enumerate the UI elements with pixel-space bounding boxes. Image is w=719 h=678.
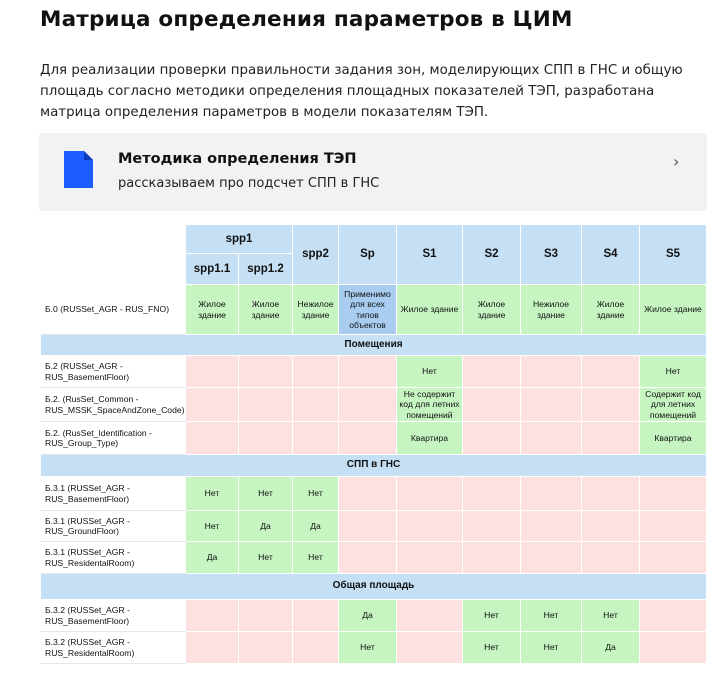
header-s5: S5 xyxy=(640,225,707,285)
cell: Нет xyxy=(186,511,239,542)
empty-cell xyxy=(640,542,707,574)
row-label: Б.3.1 (RUSSet_AGR - RUS_ResidentalRoom) xyxy=(41,542,186,574)
cell: Нет xyxy=(239,477,293,511)
cell: Содержит код для летних помещений xyxy=(640,388,707,422)
empty-cell xyxy=(582,388,640,422)
cell: Нет xyxy=(293,477,339,511)
cell: Нежилое здание xyxy=(293,285,339,335)
cell: Нет xyxy=(293,542,339,574)
empty-cell xyxy=(582,477,640,511)
card-title: Методика определения ТЭП xyxy=(118,151,357,167)
empty-cell xyxy=(463,542,521,574)
cell: Нет xyxy=(397,356,463,388)
row-label: Б.3.1 (RUSSet_AGR - RUS_GroundFloor) xyxy=(41,511,186,542)
cell: Жилое здание xyxy=(640,285,707,335)
empty-cell xyxy=(640,632,707,664)
methodology-link-card[interactable] xyxy=(39,133,707,211)
empty-cell xyxy=(293,600,339,632)
cell: Не содержит код для летних помещений xyxy=(397,388,463,422)
cell: Нет xyxy=(521,600,582,632)
empty-cell xyxy=(339,422,397,455)
empty-cell xyxy=(521,542,582,574)
empty-cell xyxy=(397,632,463,664)
empty-cell xyxy=(640,477,707,511)
empty-cell xyxy=(463,422,521,455)
empty-cell xyxy=(521,477,582,511)
empty-cell xyxy=(463,511,521,542)
cell: Нет xyxy=(521,632,582,664)
header-spp1-1: spp1.1 xyxy=(186,254,239,285)
cell: Жилое здание xyxy=(186,285,239,335)
empty-cell xyxy=(186,388,239,422)
header-spp1-2: spp1.2 xyxy=(239,254,293,285)
empty-cell xyxy=(293,422,339,455)
row-label: Б.0 (RUSSet_AGR - RUS_FNO) xyxy=(41,285,186,335)
empty-cell xyxy=(397,477,463,511)
empty-cell xyxy=(186,600,239,632)
header-s2: S2 xyxy=(463,225,521,285)
cell: Квартира xyxy=(640,422,707,455)
cell: Нет xyxy=(186,477,239,511)
empty-cell xyxy=(521,422,582,455)
parameter-matrix xyxy=(40,224,707,664)
header-spp2: spp2 xyxy=(293,225,339,285)
corner-cell xyxy=(41,225,186,285)
empty-cell xyxy=(463,388,521,422)
chevron-right-icon[interactable]: › xyxy=(673,152,680,171)
header-s3: S3 xyxy=(521,225,582,285)
header-s4: S4 xyxy=(582,225,640,285)
cell: Нет xyxy=(239,542,293,574)
empty-cell xyxy=(521,511,582,542)
cell: Жилое здание xyxy=(397,285,463,335)
row-label: Б.2. (RusSet_Identification - RUS_Group_Type) xyxy=(41,422,186,455)
cell: Применимо для всех типов объектов xyxy=(339,285,397,335)
empty-cell xyxy=(397,542,463,574)
document-icon xyxy=(64,151,93,192)
empty-cell xyxy=(582,422,640,455)
cell: Нет xyxy=(463,600,521,632)
empty-cell xyxy=(397,511,463,542)
empty-cell xyxy=(463,356,521,388)
section-header-total-area: Общая площадь xyxy=(41,574,707,600)
empty-cell xyxy=(582,511,640,542)
cell: Нет xyxy=(463,632,521,664)
empty-cell xyxy=(463,477,521,511)
header-spp1: spp1 xyxy=(186,225,293,254)
cell: Нежилое здание xyxy=(521,285,582,335)
empty-cell xyxy=(339,511,397,542)
empty-cell xyxy=(293,388,339,422)
empty-cell xyxy=(239,356,293,388)
empty-cell xyxy=(640,600,707,632)
cell: Да xyxy=(239,511,293,542)
empty-cell xyxy=(239,422,293,455)
row-label: Б.3.2 (RUSSet_AGR - RUS_ResidentalRoom) xyxy=(41,632,186,664)
empty-cell xyxy=(339,356,397,388)
empty-cell xyxy=(239,388,293,422)
cell: Квартира xyxy=(397,422,463,455)
row-label: Б.3.2 (RUSSet_AGR - RUS_BasementFloor) xyxy=(41,600,186,632)
empty-cell xyxy=(186,356,239,388)
empty-cell xyxy=(293,356,339,388)
empty-cell xyxy=(186,422,239,455)
empty-cell xyxy=(186,632,239,664)
intro-paragraph: Для реализации проверки правильности задания зон, моделирующих СПП в ГНС и общую площадь согласно методики определения площадных показателей ТЭП, разработана матрица определения параметров в модели показателям ТЭП. xyxy=(40,63,683,120)
empty-cell xyxy=(521,356,582,388)
cell: Нет xyxy=(339,632,397,664)
section-header-rooms: Помещения xyxy=(41,335,707,356)
cell: Да xyxy=(339,600,397,632)
empty-cell xyxy=(239,632,293,664)
cell: Да xyxy=(293,511,339,542)
cell: Жилое здание xyxy=(463,285,521,335)
cell: Да xyxy=(186,542,239,574)
row-label: Б.3.1 (RUSSet_AGR - RUS_BasementFloor) xyxy=(41,477,186,511)
row-label: Б.2. (RusSet_Common - RUS_MSSK_SpaceAndZone_Code) xyxy=(41,388,186,422)
page-title: Матрица определения параметров в ЦИМ xyxy=(40,7,573,32)
cell: Жилое здание xyxy=(582,285,640,335)
card-subtitle: рассказываем про подсчет СПП в ГНС xyxy=(118,176,380,191)
header-sp: Sp xyxy=(339,225,397,285)
empty-cell xyxy=(582,542,640,574)
section-header-spp-gns: СПП в ГНС xyxy=(41,455,707,477)
header-s1: S1 xyxy=(397,225,463,285)
empty-cell xyxy=(397,600,463,632)
cell: Нет xyxy=(582,600,640,632)
empty-cell xyxy=(339,477,397,511)
empty-cell xyxy=(339,388,397,422)
cell: Нет xyxy=(640,356,707,388)
empty-cell xyxy=(640,511,707,542)
empty-cell xyxy=(582,356,640,388)
row-label: Б.2 (RUSSet_AGR - RUS_BasementFloor) xyxy=(41,356,186,388)
cell: Жилое здание xyxy=(239,285,293,335)
cell: Да xyxy=(582,632,640,664)
empty-cell xyxy=(521,388,582,422)
empty-cell xyxy=(239,600,293,632)
empty-cell xyxy=(339,542,397,574)
empty-cell xyxy=(293,632,339,664)
